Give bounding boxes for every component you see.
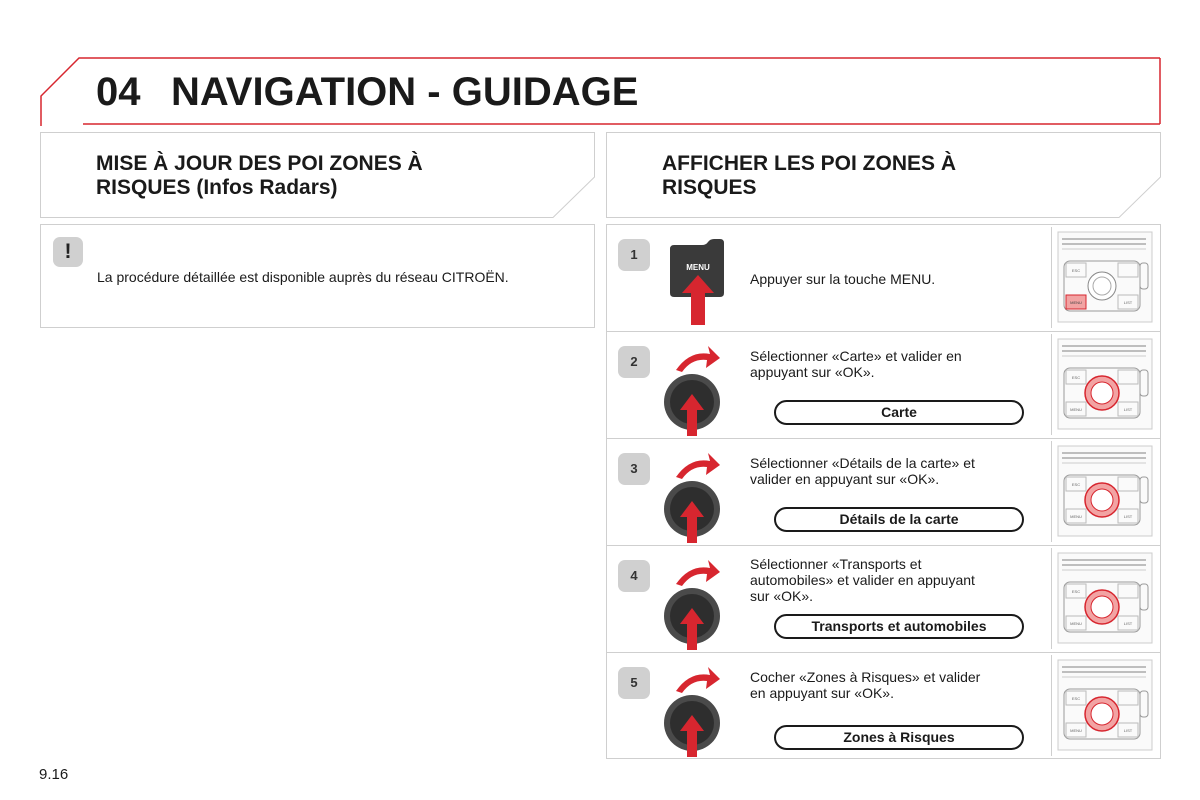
svg-text:ESC: ESC [1071,589,1081,594]
option-zones-risques: Zones à Risques [774,725,1024,750]
svg-text:ESC: ESC [1071,482,1081,487]
warning-icon: ! [53,237,83,267]
step-2 [607,332,1160,439]
info-box [40,224,595,328]
step-5-text [750,669,1020,701]
radio-panel-menu-icon [1051,227,1160,328]
svg-text:LIST: LIST [1123,514,1133,519]
radio-panel-knob-icon [1051,655,1160,756]
left-section-header [40,132,595,218]
rotary-knob-icon [662,556,732,656]
right-section-title [662,152,956,200]
left-section-title [96,152,423,200]
step-1 [607,225,1160,332]
step-1-text: Appuyer sur la touche MENU. [750,271,936,287]
menu-key-label: MENU [686,263,710,272]
step-4 [607,546,1160,653]
step-text-line: sur «OK». [750,588,814,604]
left-section-title-line2: RISQUES (Infos Radars) [96,176,338,199]
svg-text:LIST: LIST [1123,728,1133,733]
chapter-title: NAVIGATION - GUIDAGE [171,70,639,114]
step-2-text [750,348,1020,380]
step-text-line: Sélectionner «Carte» et valider en [750,348,962,364]
option-carte: Carte [774,400,1024,425]
radio-panel-knob-icon [1051,334,1160,435]
rotary-knob-icon [662,342,732,442]
svg-text:MENU: MENU [1070,300,1082,305]
svg-text:LIST: LIST [1123,621,1133,626]
svg-text:MENU: MENU [1070,621,1082,626]
option-transports-automobiles: Transports et automobiles [774,614,1024,639]
step-text-line: en appuyant sur «OK». [750,685,894,701]
step-text-line: Sélectionner «Détails de la carte» et [750,455,975,471]
radio-panel-knob-icon [1051,548,1160,649]
step-number: 4 [618,560,650,592]
info-text: La procédure détaillée est disponible auprès du réseau CITROËN. [97,269,509,285]
svg-text:ESC: ESC [1071,375,1081,380]
step-number: 2 [618,346,650,378]
step-number: 3 [618,453,650,485]
chapter-number: 04 [96,70,141,114]
svg-text:LIST: LIST [1123,300,1133,305]
rotary-knob-icon [662,663,732,763]
right-section-title-line1: AFFICHER LES POI ZONES À [662,152,957,175]
right-section-header [606,132,1161,218]
step-text-line: appuyant sur «OK». [750,364,875,380]
page-number: 9.16 [39,766,69,783]
option-details-carte: Détails de la carte [774,507,1024,532]
svg-text:ESC: ESC [1071,696,1081,701]
chapter-header [40,57,1161,127]
step-text-line: Sélectionner «Transports et [750,556,922,572]
step-text-line: valider en appuyant sur «OK». [750,471,940,487]
right-section-title-line2: RISQUES [662,176,757,199]
left-section-title-line1: MISE À JOUR DES POI ZONES À [96,152,423,175]
steps-list [606,224,1161,759]
rotary-knob-icon [662,449,732,549]
step-3 [607,439,1160,546]
svg-text:MENU: MENU [1070,514,1082,519]
step-text-line: automobiles» et valider en appuyant [750,572,975,588]
menu-key-icon [662,235,732,335]
step-number: 1 [618,239,650,271]
step-3-text [750,455,1020,487]
svg-text:MENU: MENU [1070,407,1082,412]
radio-panel-knob-icon [1051,441,1160,542]
step-number: 5 [618,667,650,699]
svg-text:MENU: MENU [1070,728,1082,733]
step-text-line: Cocher «Zones à Risques» et valider [750,669,981,685]
step-4-text [750,556,1020,604]
svg-text:LIST: LIST [1123,407,1133,412]
svg-text:ESC: ESC [1071,268,1081,273]
step-5 [607,653,1160,760]
